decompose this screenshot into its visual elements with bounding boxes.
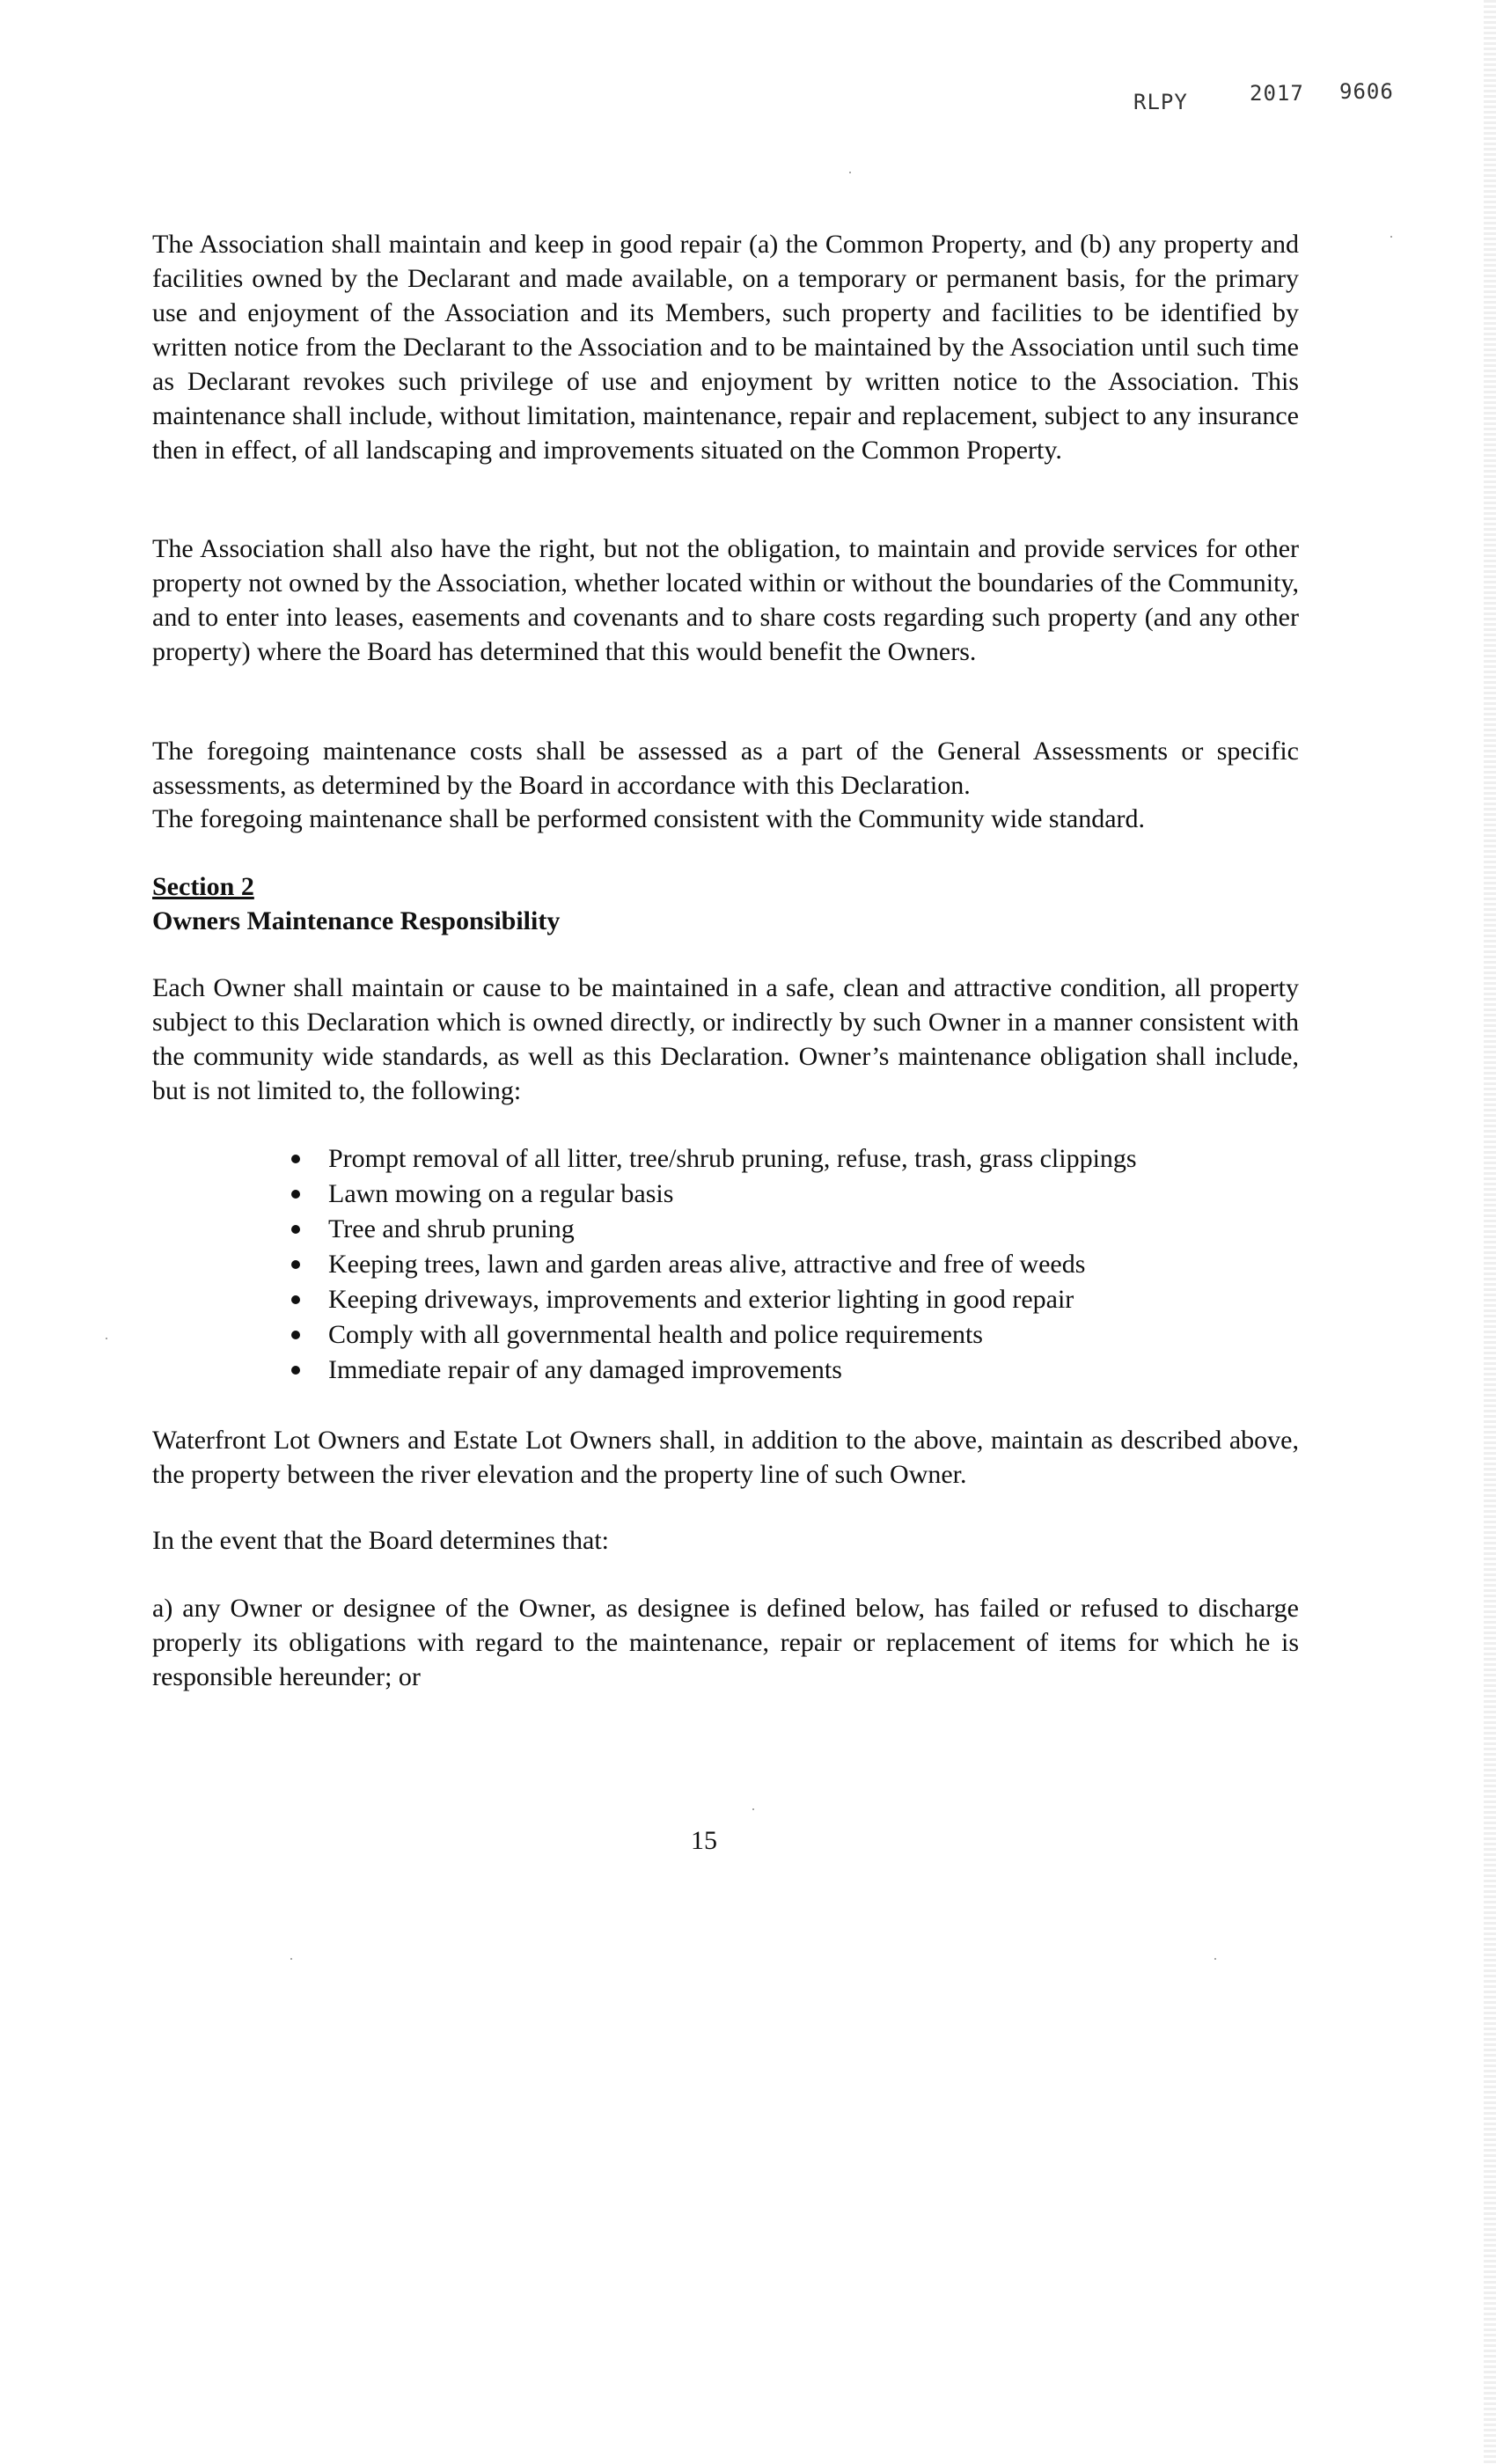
paragraph-association-right — [152, 532, 1299, 669]
list-item — [328, 1247, 1296, 1282]
scan-speck — [1390, 236, 1392, 238]
paragraph-clause-a — [152, 1591, 1299, 1694]
section-heading — [152, 869, 1299, 904]
list-item — [328, 1212, 1296, 1247]
bullet-icon — [291, 1155, 300, 1163]
scan-speck — [1214, 1958, 1216, 1960]
recording-book-stamp: RLPY — [1133, 90, 1188, 114]
scan-edge-artifact — [1484, 0, 1496, 2464]
scan-speck — [290, 1958, 292, 1960]
paragraph-association-maintenance — [152, 227, 1299, 467]
list-item-text: Tree and shrub pruning — [328, 1214, 575, 1243]
list-item — [328, 1177, 1296, 1212]
paragraph-waterfront-owners — [152, 1423, 1299, 1492]
bullet-icon — [291, 1260, 300, 1269]
paragraph-text: The foregoing maintenance shall be performed consistent with the Community wide standard. — [152, 804, 1146, 833]
section-title-block — [152, 904, 1299, 938]
list-item-text: Comply with all governmental health and police requirements — [328, 1320, 983, 1349]
paragraph-text: The foregoing maintenance costs shall be assessed as a part of the General Assessments or specific assessments, as determined by the Board in accordance with this Declaration. — [152, 737, 1299, 800]
list-item — [328, 1282, 1296, 1317]
paragraph-community-standard — [152, 802, 1299, 836]
list-item — [328, 1317, 1296, 1353]
list-item — [328, 1141, 1296, 1177]
recording-year-stamp: 2017 — [1250, 81, 1304, 106]
list-item-text: Immediate repair of any damaged improvements — [328, 1355, 842, 1384]
paragraph-maintenance-costs — [152, 734, 1299, 803]
bullet-icon — [291, 1366, 300, 1375]
paragraph-text: Each Owner shall maintain or cause to be maintained in a safe, clean and attractive condition, all property subject to this Declaration which is owned directly, or indirectly by such Owner in a manner consistent with the community wide standards, as well as this Declaration. Owner’s maintenance obligation shall include, but is not limited to, the following: — [152, 973, 1299, 1105]
section-title: Owners Maintenance Responsibility — [152, 906, 561, 935]
bullet-icon — [291, 1225, 300, 1234]
list-item-text: Keeping driveways, improvements and exterior lighting in good repair — [328, 1285, 1074, 1314]
paragraph-text: The Association shall maintain and keep in good repair (a) the Common Property, and (b) any property and facilities owned by the Declarant and made available, on a temporary or permanent basis, for the primary use and enjoyment of the Association and its Members, such property and facilities to be identified by written notice from the Declarant to the Association and to be maintained by the Association until such time as Declarant revokes such privilege of use and enjoyment by written notice to the Association. This maintenance shall include, without limitation, maintenance, repair and replacement, subject to any insurance then in effect, of all landscaping and improvements situated on the Common Property. — [152, 230, 1299, 465]
paragraph-board-determines — [152, 1523, 1299, 1558]
scan-speck — [849, 172, 851, 173]
bullet-icon — [291, 1331, 300, 1339]
list-item-text: Keeping trees, lawn and garden areas alive, attractive and free of weeds — [328, 1250, 1086, 1279]
recording-page-stamp: 9606 — [1339, 79, 1394, 104]
section-number: Section 2 — [152, 872, 254, 901]
scan-speck — [752, 1808, 754, 1810]
paragraph-owner-maintenance — [152, 971, 1299, 1108]
list-item-text: Prompt removal of all litter, tree/shrub pruning, refuse, trash, grass clippings — [328, 1144, 1137, 1173]
page-number: 15 — [691, 1826, 717, 1855]
paragraph-text: a) any Owner or designee of the Owner, as designee is defined below, has failed or refused to discharge properly its obligations with regard to the maintenance, repair or replacement of items for which he is responsible hereunder; or — [152, 1594, 1299, 1691]
paragraph-text: Waterfront Lot Owners and Estate Lot Owners shall, in addition to the above, maintain as described above, the property between the river elevation and the property line of such Owner. — [152, 1426, 1299, 1489]
paragraph-text: The Association shall also have the right, but not the obligation, to maintain and provide services for other property not owned by the Association, whether located within or without the boundaries of the Community, and to enter into leases, easements and covenants and to share costs regarding such property (and any other property) where the Board has determined that this would benefit the Owners. — [152, 534, 1299, 666]
list-item-text: Lawn mowing on a regular basis — [328, 1179, 674, 1208]
scan-speck — [106, 1338, 107, 1339]
list-item — [328, 1353, 1296, 1388]
paragraph-text: In the event that the Board determines that: — [152, 1526, 609, 1555]
bullet-icon — [291, 1295, 300, 1304]
maintenance-obligations-list — [328, 1141, 1296, 1388]
bullet-icon — [291, 1190, 300, 1199]
